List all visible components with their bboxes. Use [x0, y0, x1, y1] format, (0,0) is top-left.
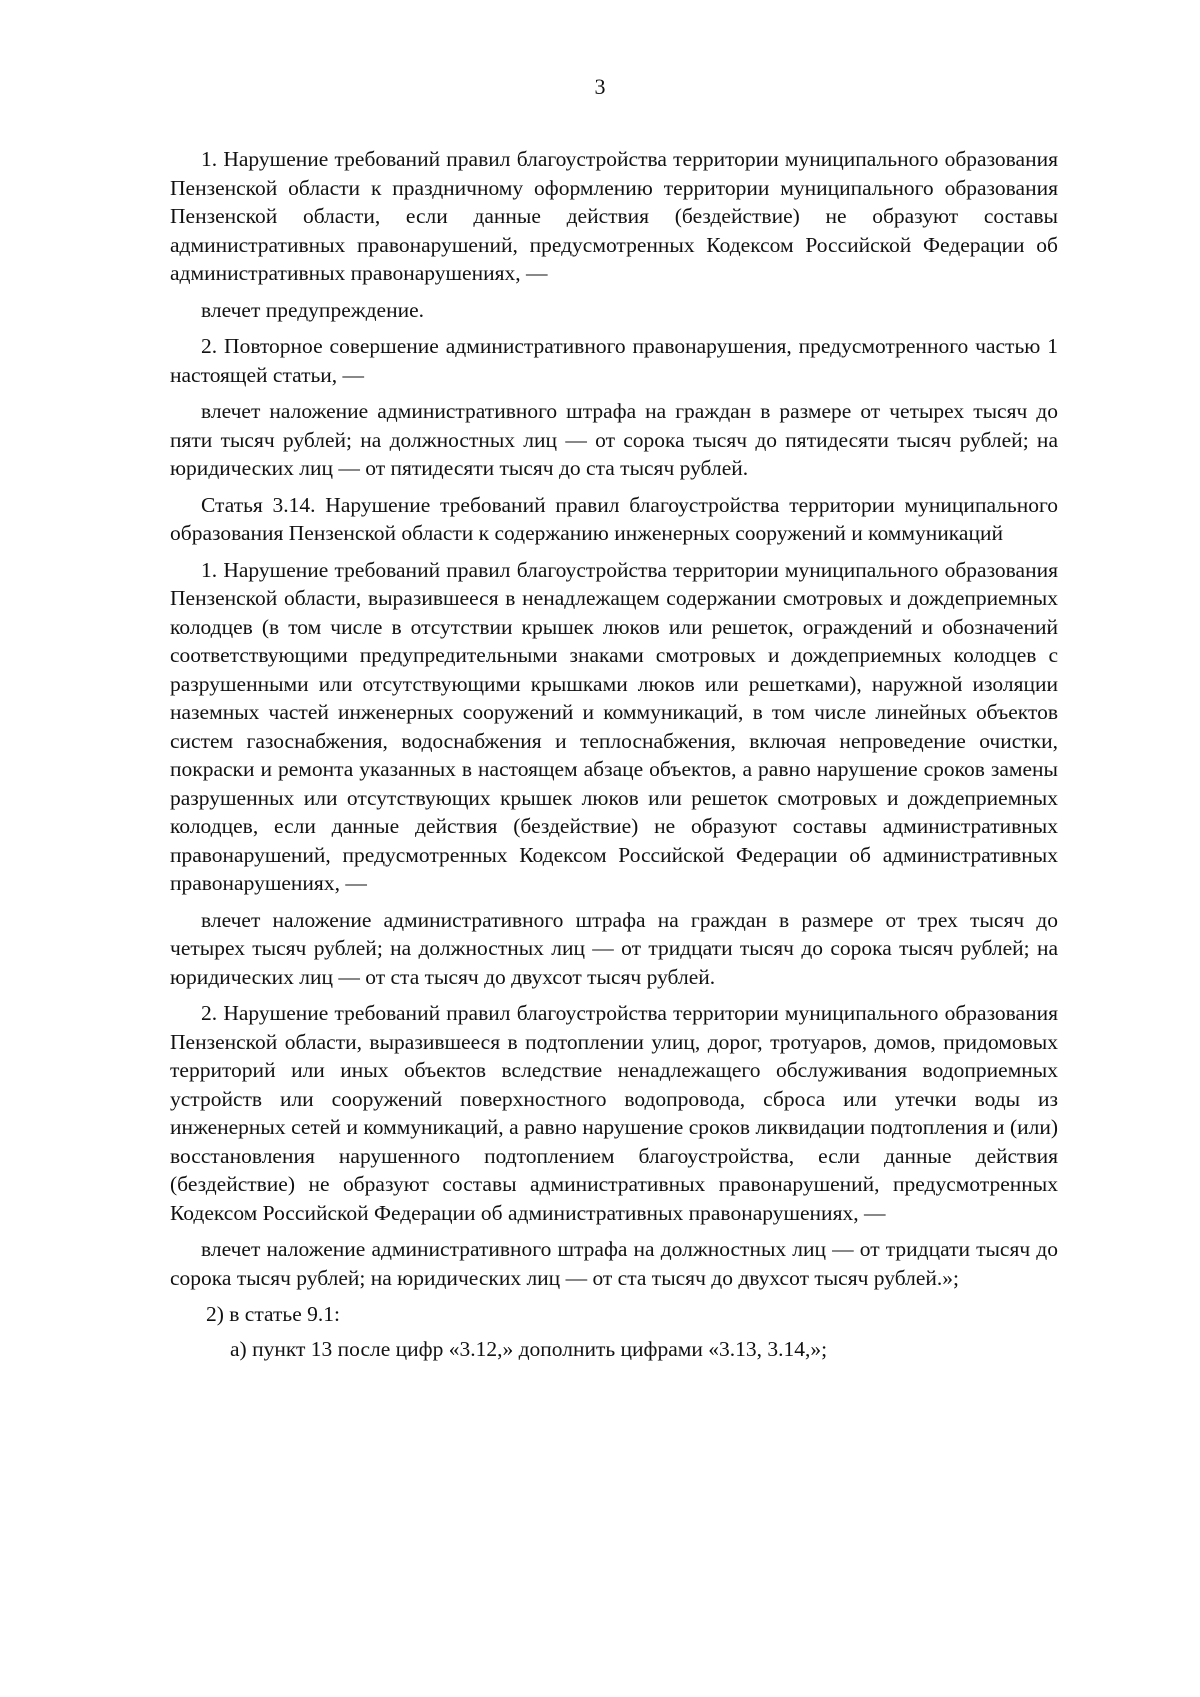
paragraph-penalty-warning: влечет предупреждение. — [201, 297, 424, 322]
paragraph-part2-repeat: 2. Повторное совершение административного правонарушения, предусмотренного частью 1 настоящей статьи, — — [170, 334, 1058, 387]
paragraph-3-14-part1-penalty: влечет наложение административного штрафа на граждан в размере от трех тысяч до четырех тысяч рублей; на должностных лиц — от тридцати тысяч до сорока тысяч рублей; на юридических лиц — от ста тысяч до двухсот тысяч рублей. — [170, 907, 1058, 989]
paragraph-part1-violation: 1. Нарушение требований правил благоустройства территории муниципального образования Пензенской области к праздничному оформлению территории муниципального образования Пензенской области, если данные действия (бездействие) не образуют составы административных правонарушений, предусмотренных Кодексом Российской Федерации об административных правонарушениях, — — [170, 147, 1058, 285]
paragraph-3-14-part2: 2. Нарушение требований правил благоустройства территории муниципального образования Пензенской области, выразившееся в подтоплении улиц, дорог, тротуаров, домов, придомовых территорий или иных объектов вследствие ненадлежащего обслуживания водоприемных устройств или сооружений поверхностного водопровода, сброса или утечки воды из инженерных сетей и коммуникаций, а равно нарушение сроков ликвидации подтопления и (или) восстановления нарушенного подтоплением благоустройства, если данные действия (бездействие) не образуют составы административных правонарушений, предусмотренных Кодексом Российской Федерации об административных правонарушениях, — — [170, 1001, 1058, 1225]
list-item-article-9-1: 2) в статье 9.1: — [206, 1302, 340, 1326]
list-item-point-13: а) пункт 13 после цифр «3.12,» дополнить цифрами «3.13, 3.14,»; — [230, 1336, 828, 1361]
paragraph-penalty-fine: влечет наложение административного штрафа на граждан в размере от четырех тысяч до пяти тысяч рублей; на должностных лиц — от сорока тысяч до пятидесяти тысяч рублей; на юридических лиц — от пятидесяти тысяч до ста тысяч рублей. — [170, 399, 1058, 480]
page-number: 3 — [594, 74, 606, 99]
article-heading-3-14: Статья 3.14. Нарушение требований правил благоустройства территории муниципального образования Пензенской области к содержанию инженерных сооружений и коммуникаций — [170, 492, 1058, 545]
document-body — [170, 145, 1058, 1371]
paragraph-3-14-part1: 1. Нарушение требований правил благоустройства территории муниципального образования Пензенской области, выразившееся в ненадлежащем содержании смотровых и дождеприемных колодцев (в том числе в отсутствии крышек люков или решеток, ограждений и обозначений соответствующими предупредительными знаками смотровых и дождеприемных колодцев с разрушенными или отсутствующими крышками люков или решетками), наружной изоляции наземных частей инженерных сооружений и коммуникаций, в том числе линейных объектов систем газоснабжения, водоснабжения и теплоснабжения, включая непроведение очистки, покраски и ремонта указанных в настоящем абзаце объектов, а равно нарушение сроков замены разрушенных или отсутствующих крышек люков или решеток смотровых и дождеприемных колодцев, если данные действия (бездействие) не образуют составы административных правонарушений, предусмотренных Кодексом Российской Федерации об административных правонарушениях, — — [170, 557, 1058, 895]
paragraph-3-14-part2-penalty: влечет наложение административного штрафа на должностных лиц — от тридцати тысяч до сорока тысяч рублей; на юридических лиц — от ста тысяч до двухсот тысяч рублей.»; — [170, 1237, 1058, 1290]
